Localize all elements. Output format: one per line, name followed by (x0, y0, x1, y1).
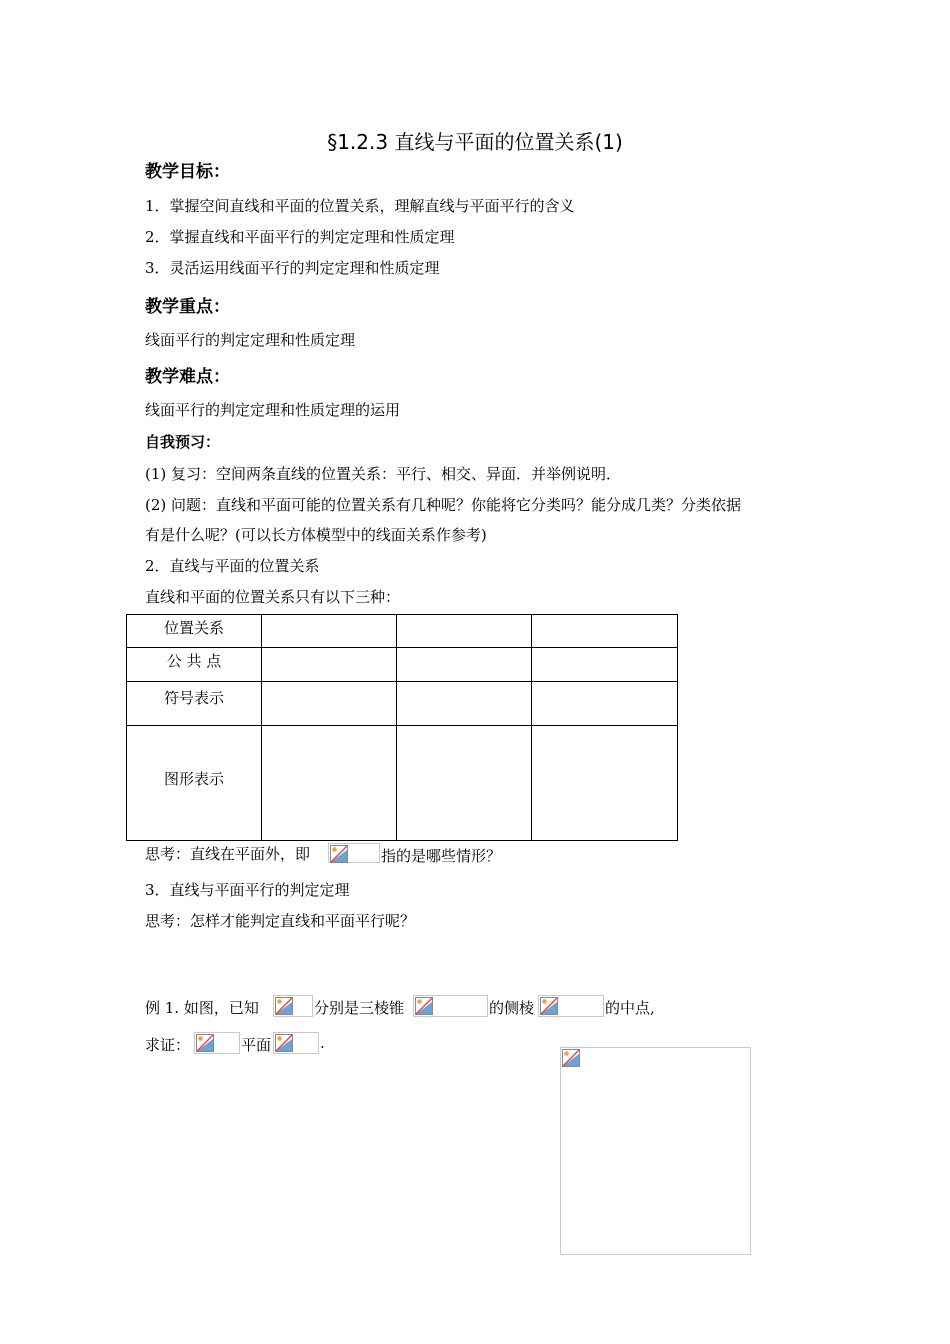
preview-question-2-line-2: 有是什么呢？(可以长方体模型中的线面关系作参考) (145, 526, 487, 544)
figure-image (560, 1047, 751, 1255)
formula-image (413, 995, 488, 1017)
key-points-heading: 教学重点： (145, 297, 230, 317)
preview-question-2-line-1: (2) 问题：直线和平面可能的位置关系有几种呢？你能将它分类吗？能分成几类？分类依据 (145, 496, 742, 514)
table-row (127, 615, 678, 648)
broken-image-icon (275, 1034, 293, 1052)
table-cell (397, 615, 532, 648)
think-1-after: 指的是哪些情形？ (381, 847, 502, 865)
formula-image (538, 995, 604, 1017)
broken-image-icon (415, 997, 433, 1015)
difficulties-heading: 教学难点： (145, 367, 230, 387)
broken-image-icon (540, 997, 558, 1015)
formula-image (328, 843, 380, 863)
section-3-heading: 3．直线与平面平行的判定定理 (145, 881, 350, 899)
example-1-part-4: 的中点, (605, 999, 655, 1017)
key-points-text: 线面平行的判定定理和性质定理 (145, 331, 356, 349)
objectives-heading: 教学目标： (145, 162, 230, 182)
objective-item-1: 1．掌握空间直线和平面的位置关系，理解直线与平面平行的含义 (145, 197, 575, 215)
table-cell (262, 682, 397, 726)
table-cell (397, 726, 532, 841)
table-row (127, 726, 678, 841)
broken-image-icon (196, 1034, 214, 1052)
example-1-plane-label: 平面 (241, 1036, 272, 1054)
table-row-label: 符号表示 (127, 682, 262, 726)
example-1-part-2: 分别是三棱锥 (314, 999, 405, 1017)
preview-question-1: (1) 复习：空间两条直线的位置关系：平行、相交、异面．并举例说明． (145, 465, 622, 483)
table-cell (532, 726, 678, 841)
formula-image (273, 1032, 319, 1054)
table-cell (397, 682, 532, 726)
objective-item-2: 2．掌握直线和平面平行的判定定理和性质定理 (145, 228, 455, 246)
position-relation-table (126, 614, 678, 841)
section-2-heading: 2．直线与平面的位置关系 (145, 557, 320, 575)
table-cell (262, 615, 397, 648)
preview-heading: 自我预习： (145, 433, 221, 451)
table-cell (397, 648, 532, 682)
table-cell (262, 726, 397, 841)
section-2-intro: 直线和平面的位置关系只有以下三种： (145, 588, 401, 606)
table-cell (532, 682, 678, 726)
broken-image-icon (562, 1049, 580, 1067)
example-1-prove-label: 求证： (145, 1036, 191, 1054)
think-1-before: 思考：直线在平面外，即 (145, 845, 311, 863)
table-cell (532, 648, 678, 682)
difficulties-text: 线面平行的判定定理和性质定理的运用 (145, 401, 401, 419)
broken-image-icon (275, 997, 293, 1015)
table-cell (262, 648, 397, 682)
table-row-label: 公 共 点 (127, 648, 262, 682)
example-1-part-3: 的侧棱 (489, 999, 535, 1017)
example-1-part-1: 例 1. 如图，已知 (145, 999, 259, 1017)
example-1-end: . (320, 1034, 325, 1052)
table-row-label: 图形表示 (127, 726, 262, 841)
table-row (127, 648, 678, 682)
table-cell (532, 615, 678, 648)
table-row (127, 682, 678, 726)
objective-item-3: 3．灵活运用线面平行的判定定理和性质定理 (145, 259, 440, 277)
broken-image-icon (330, 845, 348, 863)
page-title: §1.2.3 直线与平面的位置关系(1) (327, 130, 623, 154)
section-3-think: 思考：怎样才能判定直线和平面平行呢？ (145, 912, 416, 930)
table-row-label: 位置关系 (127, 615, 262, 648)
formula-image (273, 995, 313, 1017)
formula-image (194, 1032, 240, 1054)
